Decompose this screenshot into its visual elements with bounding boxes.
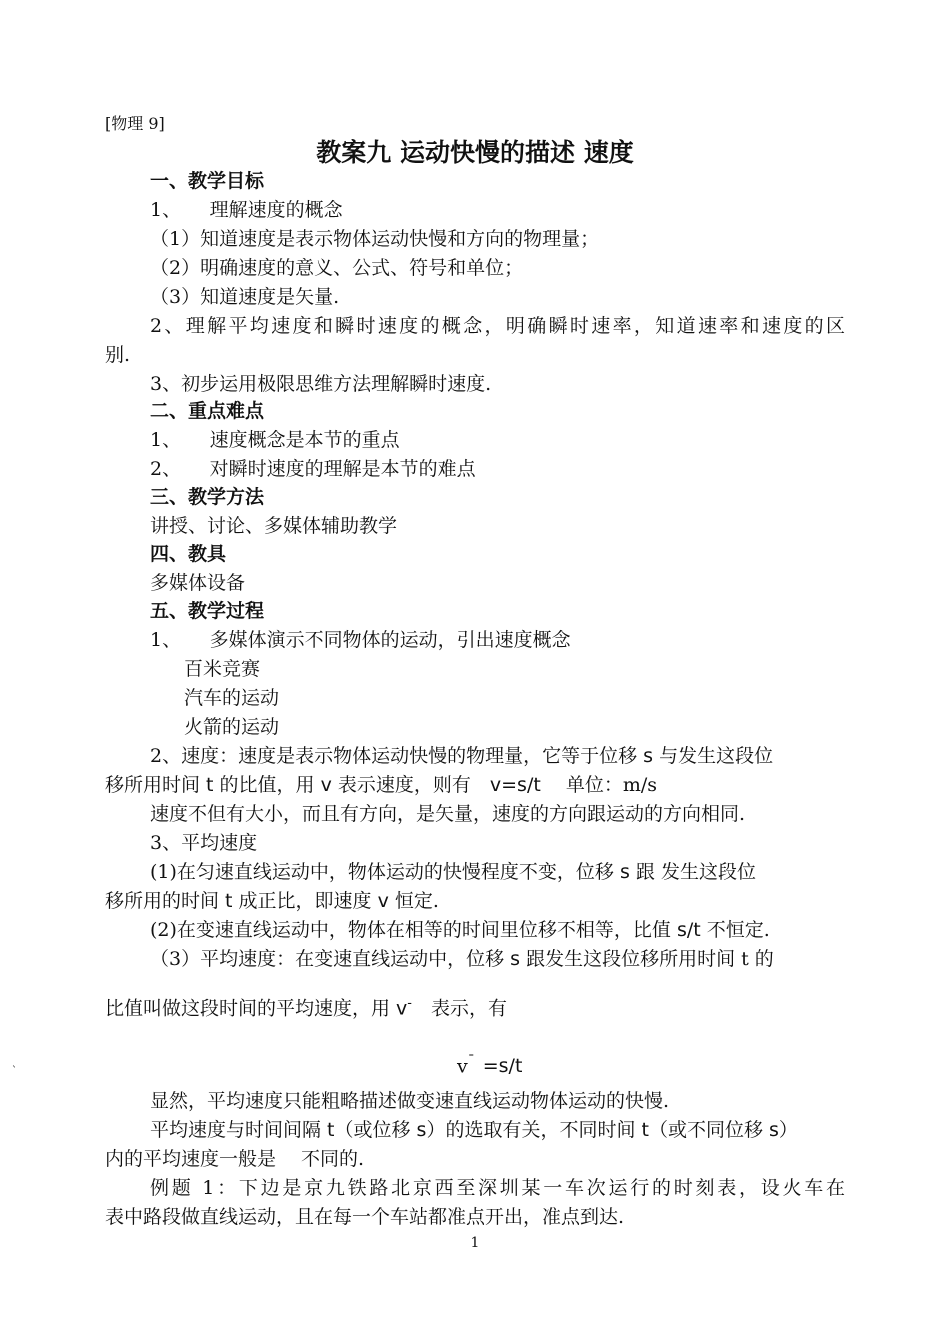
methods-text: 讲授、讨论、多媒体辅助教学 xyxy=(150,515,398,537)
speed-formula: v=s/t xyxy=(489,774,541,796)
uniform-motion-line2: 移所用的时间 t 成正比，即速度 v 恒定. xyxy=(105,890,439,912)
speed-definition-line2: 移所用时间 t 的比值，用 v 表示速度，则有 v=s/t 单位：m/s xyxy=(105,774,658,796)
objective-1-2: （2）明确速度的意义、公式、符号和单位； xyxy=(150,257,524,279)
average-speed-note: 显然，平均速度只能粗略描述做变速直线运动物体运动的快慢. xyxy=(150,1090,670,1112)
key-point-1: 1、 速度概念是本节的重点 xyxy=(150,429,400,451)
heading-objectives: 一、教学目标 xyxy=(150,170,265,192)
objective-1: 1、 理解速度的概念 xyxy=(150,199,343,221)
tools-text: 多媒体设备 xyxy=(150,572,246,594)
heading-key-points: 二、重点难点 xyxy=(150,400,265,422)
heading-average-speed: 3、平均速度 xyxy=(150,832,258,854)
speed-definition-line1: 2、速度：速度是表示物体运动快慢的物理量，它等于位移 s 与发生这段位 xyxy=(150,745,774,767)
margin-mark: ` xyxy=(12,1066,17,1077)
page-number: 1 xyxy=(470,1235,480,1251)
variable-motion: (2)在变速直线运动中，物体在相等的时间里位移不相等，比值 s/t 不恒定. xyxy=(150,919,770,941)
objective-2-line1: 2、理解平均速度和瞬时速度的概念，明确瞬时速率，知道速率和速度的区 xyxy=(150,315,845,337)
example-sprint: 百米竞赛 xyxy=(184,658,261,680)
uniform-motion-line1: (1)在匀速直线运动中，物体运动的快慢程度不变，位移 s 跟 发生这段位 xyxy=(150,861,756,883)
average-speed-line2: 比值叫做这段时间的平均速度，用 v- 表示，有 xyxy=(105,996,508,1020)
objective-3: 3、初步运用极限思维方法理解瞬时速度. xyxy=(150,373,492,395)
objective-1-3: （3）知道速度是矢量. xyxy=(150,286,340,308)
interval-dependence-line1: 平均速度与时间间隔 t（或位移 s）的选取有关，不同时间 t（或不同位移 s） xyxy=(150,1119,798,1141)
heading-tools: 四、教具 xyxy=(150,543,227,565)
key-point-2: 2、 对瞬时速度的理解是本节的难点 xyxy=(150,458,476,480)
speed-vector-note: 速度不但有大小，而且有方向，是矢量，速度的方向跟运动的方向相同. xyxy=(150,803,746,825)
objective-1-1: （1）知道速度是表示物体运动快慢和方向的物理量； xyxy=(150,228,600,250)
subject-tag: [物理 9] xyxy=(105,114,165,133)
heading-process: 五、教学过程 xyxy=(150,600,265,622)
example-car: 汽车的运动 xyxy=(184,687,280,709)
interval-dependence-line2: 内的平均速度一般是 不同的. xyxy=(105,1148,365,1170)
page-title: 教案九 运动快慢的描述 速度 xyxy=(316,138,634,167)
process-step-1: 1、 多媒体演示不同物体的运动，引出速度概念 xyxy=(150,629,571,651)
example-1-line2: 表中路段做直线运动，且在每一个车站都准点开出，准点到达. xyxy=(105,1206,625,1228)
average-speed-formula: v¯ =s/t xyxy=(457,1053,523,1078)
heading-methods: 三、教学方法 xyxy=(150,486,265,508)
example-1-line1: 例题 1：下边是京九铁路北京西至深圳某一车次运行的时刻表，设火车在 xyxy=(150,1177,845,1199)
example-rocket: 火箭的运动 xyxy=(184,716,280,738)
average-speed-line1: （3）平均速度：在变速直线运动中，位移 s 跟发生这段位移所用时间 t 的 xyxy=(150,948,774,970)
objective-2-line2: 别. xyxy=(105,344,131,366)
